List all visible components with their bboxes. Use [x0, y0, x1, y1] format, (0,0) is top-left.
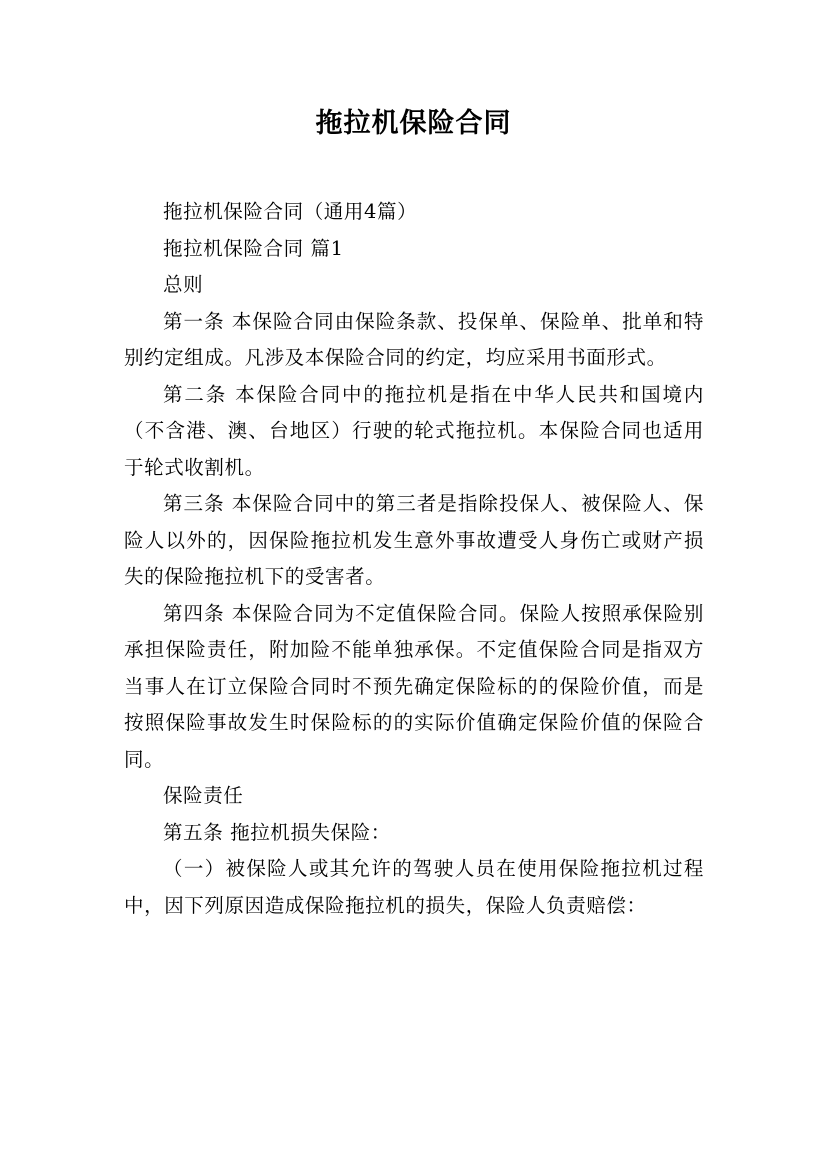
paragraph-section-title: 拖拉机保险合同 篇1 [163, 236, 344, 260]
paragraph-article-1: 第一条 本保险合同由保险条款、投保单、保险单、批单和特别约定组成。凡涉及本保险合同的约定，均应采用书面形式。 [124, 309, 704, 369]
paragraph-insurance-liability: 保险责任 [163, 784, 244, 807]
paragraph-article-4: 第四条 本保险合同为不定值保险合同。保险人按照承保险别承担保险责任，附加险不能单独承保。不定值保险合同是指双方当事人在订立保险合同时不预先确定保险标的的保险价值，而是按照保险事故发生时保险标的的实际价值确定保险价值的保险合同。 [124, 601, 704, 771]
paragraph-heading: 拖拉机保险合同（通用4篇） [163, 200, 418, 223]
paragraph-article-5: 第五条 拖拉机损失保险： [163, 820, 391, 844]
paragraph-article-3: 第三条 本保险合同中的第三者是指除投保人、被保险人、保险人以外的，因保险拖拉机发生意外事故遭受人身伤亡或财产损失的保险拖拉机下的受害者。 [124, 492, 704, 588]
paragraph-clause-1: （一）被保险人或其允许的驾驶人员在使用保险拖拉机过程中，因下列原因造成保险拖拉机的损失，保险人负责赔偿： [124, 857, 704, 917]
document-title: 拖拉机保险合同 [315, 108, 512, 139]
document-body [124, 194, 704, 924]
paragraph-general-provisions: 总则 [163, 273, 204, 296]
paragraph-article-2: 第二条 本保险合同中的拖拉机是指在中华人民共和国境内（不含港、澳、台地区）行驶的轮式拖拉机。本保险合同也适用于轮式收割机。 [124, 382, 704, 479]
